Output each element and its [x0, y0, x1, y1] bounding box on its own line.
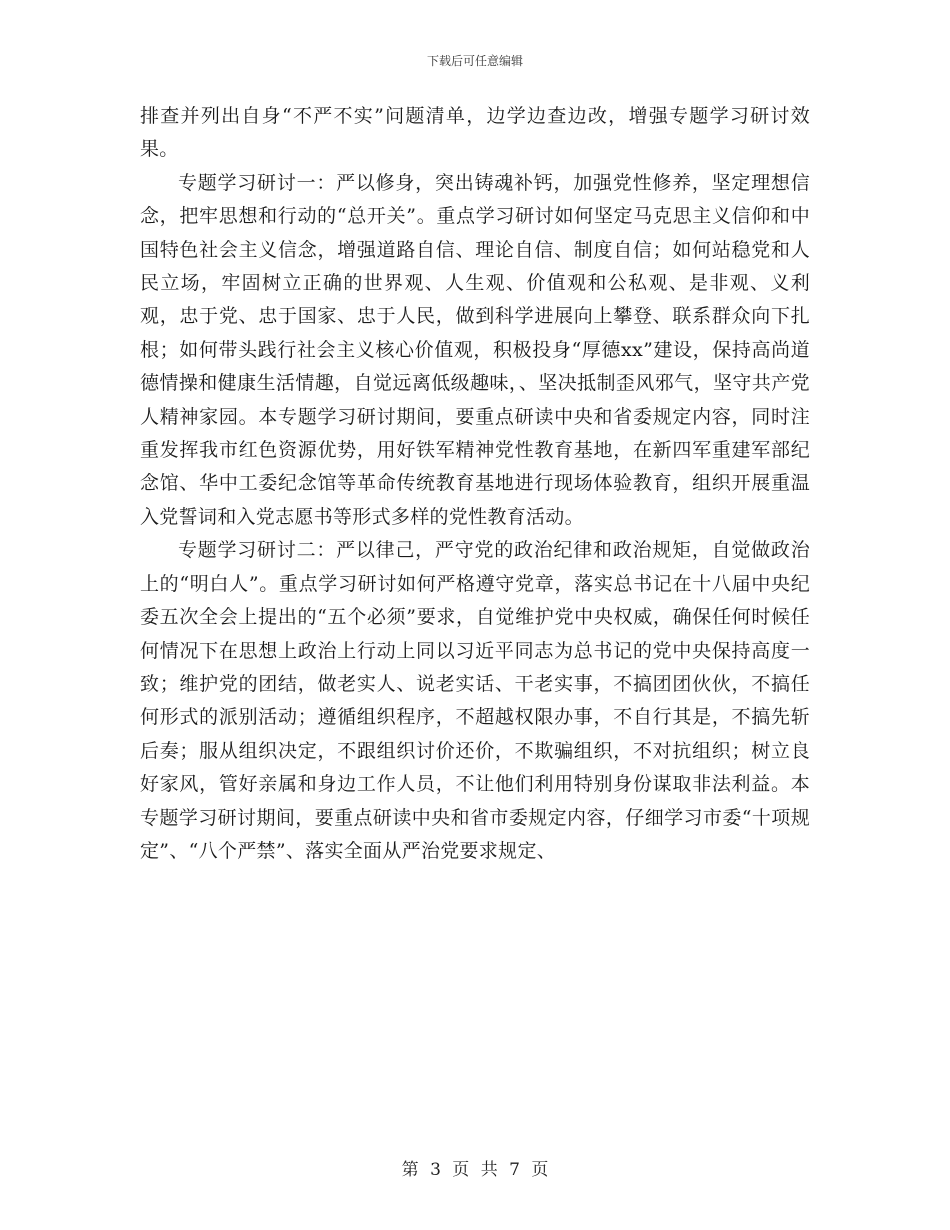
page-header-note: 下载后可任意编辑 — [426, 54, 523, 68]
document-body — [140, 100, 810, 868]
page-number: 第 3 页 共 7 页 — [401, 1160, 549, 1180]
paragraph-topic-two: 专题学习研讨二：严以律己，严守党的政治纪律和政治规矩，自觉做政治上的“明白人”。重点学习研讨如何严格遵守党章，落实总书记在十八届中央纪委五次全会上提出的“五个必须”要求，自觉维护党中央权威，确保任何时候任何情况下在思想上政治上行动上同以习近平同志为总书记的党中央保持高度一致；维护党的团结，做老实人、说老实话、干老实事，不搞团团伙伙，不搞任何形式的派别活动；遵循组织程序，不超越权限办事，不自行其是，不搞先斩后奏；服从组织决定，不跟组织讨价还价，不欺骗组织，不对抗组织；树立良好家风，管好亲属和身边工作人员，不让他们利用特别身份谋取非法利益。本专题学习研讨期间，要重点研读中央和省市委规定内容，仔细学习市委“十项规定”、“八个严禁”、落实全面从严治党要求规定、 — [140, 539, 810, 862]
paragraph-topic-one: 专题学习研讨一：严以修身，突出铸魂补钙，加强党性修养，坚定理想信念，把牢思想和行动的“总开关”。重点学习研讨如何坚定马克思主义信仰和中国特色社会主义信念，增强道路自信、理论自信、制度自信；如何站稳党和人民立场，牢固树立正确的世界观、人生观、价值观和公私观、是非观、义利观，忠于党、忠于国家、忠于人民，做到科学进展向上攀登、联系群众向下扎根；如何带头践行社会主义核心价值观，积极投身“厚德xx”建设，保持高尚道德情操和健康生活情趣，自觉远离低级趣味，、坚决抵制歪风邪气，坚守共产党人精神家园。本专题学习研讨期间，要重点研读中央和省委规定内容，同时注重发挥我市红色资源优势，用好铁军精神党性教育基地，在新四军重建军部纪念馆、华中工委纪念馆等革命传统教育基地进行现场体验教育，组织开展重温入党誓词和入党志愿书等形式多样的党性教育活动。 — [140, 171, 810, 528]
paragraph-continuation: 排查并列出自身“不严不实”问题清单，边学边查边改，增强专题学习研讨效果。 — [140, 105, 810, 161]
